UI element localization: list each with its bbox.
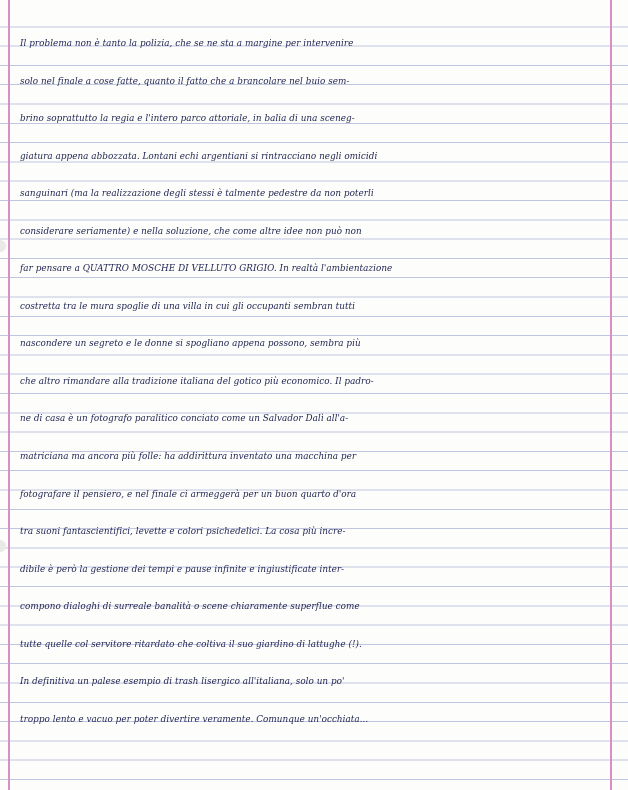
text-line: tutte quelle col servitore ritardato che coltiva il suo giardino di lattughe (!). xyxy=(20,639,362,650)
text-line: sanguinari (ma la realizzazione degli stessi è talmente pedestre da non poterli xyxy=(20,189,374,200)
punch-hole xyxy=(0,240,6,252)
text-line: far pensare a QUATTRO MOSCHE DI VELLUTO GRIGIO. In realtà l'ambientazione xyxy=(20,264,393,275)
text-line: fotografare il pensiero, e nel finale ci armeggerà per un buon quarto d'ora xyxy=(20,489,357,500)
text-line: tra suoni fantascientifici, levette e colori psichedelici. La cosa più incre- xyxy=(20,527,346,538)
text-line: brino soprattutto la regia e l'intero parco attoriale, in balia di una sceneg- xyxy=(20,114,355,125)
text-line: nascondere un segreto e le donne si spogliano appena possono, sembra più xyxy=(20,339,361,350)
text-line: che altro rimandare alla tradizione italiana del gotico più economico. Il padro- xyxy=(20,376,374,387)
text-line: In definitiva un palese esempio di trash lisergico all'italiana, solo un po' xyxy=(20,677,345,688)
text-line: compono dialoghi di surreale banalità o scene chiaramente superflue come xyxy=(20,602,360,613)
left-margin-line xyxy=(8,0,10,790)
text-line: dibile è però la gestione dei tempi e pause infinite e ingiustificate inter- xyxy=(20,564,345,575)
text-line: ne di casa è un fotografo paralitico conciato come un Salvador Dalì all'a- xyxy=(20,414,349,425)
punch-hole xyxy=(0,540,6,552)
text-line: matriciana ma ancora più folle: ha addirittura inventato una macchina per xyxy=(20,452,357,463)
text-line: Il problema non è tanto la polizia, che se ne sta a margine per intervenire xyxy=(20,39,354,49)
handwritten-text xyxy=(20,26,612,739)
text-line: costretta tra le mura spoglie di una villa in cui gli occupanti sembran tutti xyxy=(20,301,355,312)
text-line: giatura appena abbozzata. Lontani echi argentiani si rintracciano negli omicidi xyxy=(20,151,378,162)
text-line: troppo lento e vacuo per poter divertire veramente. Comunque un'occhiata... xyxy=(20,714,369,725)
text-line: solo nel finale a cose fatte, quanto il fatto che a brancolare nel buio sem- xyxy=(20,76,350,87)
text-line: considerare seriamente) e nella soluzione, che come altre idee non può non xyxy=(20,226,362,237)
